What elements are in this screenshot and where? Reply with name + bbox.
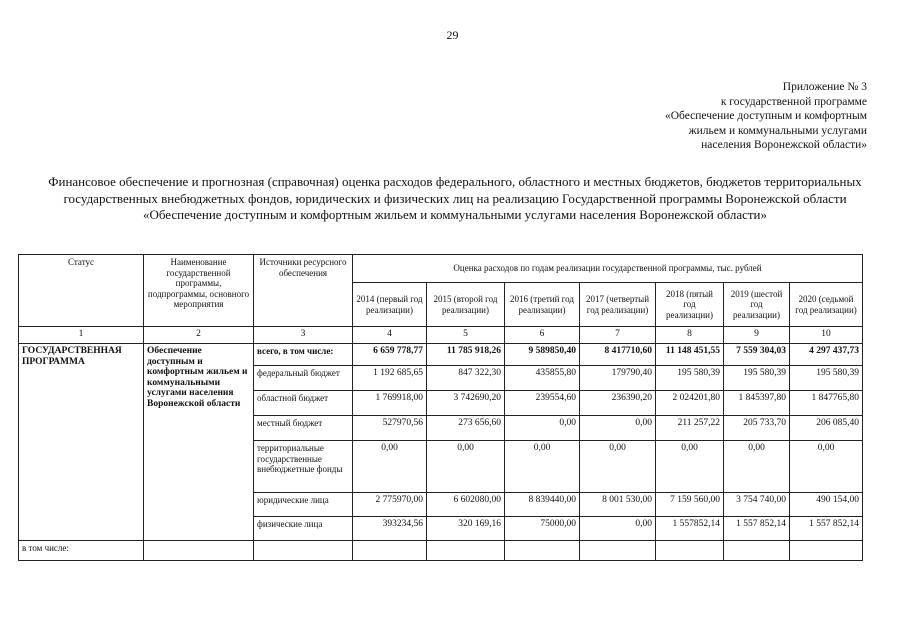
source-cell: местный бюджет [254, 416, 353, 441]
value-cell: 1 847765,80 [790, 391, 863, 416]
value-cell: 435855,80 [505, 366, 580, 391]
financing-table [18, 254, 863, 561]
header-estimate: Оценка расходов по годам реализации государственной программы, тыс. рублей [353, 255, 863, 283]
column-number: 2 [144, 327, 254, 344]
value-cell: 0,00 [505, 441, 580, 493]
value-cell: 1 845397,80 [724, 391, 790, 416]
header-year: 2016 (третий год реализации) [505, 283, 580, 327]
column-number: 6 [505, 327, 580, 344]
value-cell: 4 297 437,73 [790, 344, 863, 366]
source-cell: областной бюджет [254, 391, 353, 416]
appendix-line: жильем и коммунальными услугами [688, 124, 867, 137]
header-program-name: Наименование государственной программы, подпрограммы, основного мероприятия [144, 255, 254, 327]
value-cell: 273 656,60 [427, 416, 505, 441]
value-cell: 1 557 852,14 [724, 517, 790, 541]
value-cell: 179790,40 [580, 366, 656, 391]
value-cell: 0,00 [580, 441, 656, 493]
appendix-line: населения Воронежской области» [701, 139, 867, 151]
value-cell: 2 775970,00 [353, 493, 427, 517]
value-cell: 8 839440,00 [505, 493, 580, 517]
value-cell: 0,00 [724, 441, 790, 493]
value-cell: 9 589850,40 [505, 344, 580, 366]
column-number: 1 [19, 327, 144, 344]
value-cell: 11 148 451,55 [656, 344, 724, 366]
value-cell: 239554,60 [505, 391, 580, 416]
header-year: 2018 (пятый год реализации) [656, 283, 724, 327]
table-row [19, 344, 863, 366]
source-cell: федеральный бюджет [254, 366, 353, 391]
value-cell: 2 024201,80 [656, 391, 724, 416]
header-year: 2015 (второй год реализации) [427, 283, 505, 327]
source-cell: территориальные государственные внебюджетные фонды [254, 441, 353, 493]
value-cell: 527970,56 [353, 416, 427, 441]
empty-cell [254, 541, 353, 561]
value-cell: 3 754 740,00 [724, 493, 790, 517]
column-number: 4 [353, 327, 427, 344]
appendix-line: «Обеспечение доступным и комфортным [664, 110, 867, 122]
value-cell: 211 257,22 [656, 416, 724, 441]
value-cell: 1 557 852,14 [790, 517, 863, 541]
program-name-cell: Обеспечение доступным и комфортным жильем и коммунальными услугами населения Воронежской области [144, 344, 254, 541]
value-cell: 1 557852,14 [656, 517, 724, 541]
value-cell: 6 602080,00 [427, 493, 505, 517]
value-cell: 8 001 530,00 [580, 493, 656, 517]
value-cell: 320 169,16 [427, 517, 505, 541]
value-cell: 0,00 [505, 416, 580, 441]
empty-cell [790, 541, 863, 561]
value-cell: 195 580,39 [656, 366, 724, 391]
header-sources: Источники ресурсного обеспечения [254, 255, 353, 327]
column-number: 5 [427, 327, 505, 344]
appendix-caption [665, 80, 867, 153]
column-number-row [19, 327, 863, 344]
value-cell: 3 742690,20 [427, 391, 505, 416]
empty-cell [580, 541, 656, 561]
header-year: 2017 (четвертый год реализации) [580, 283, 656, 327]
title-line: Финансовое обеспечение и прогнозная (справочная) оценка расходов федерального, областного и местных бюджетов, бюджетов территориальных [48, 174, 862, 189]
value-cell: 205 733,70 [724, 416, 790, 441]
empty-cell [427, 541, 505, 561]
value-cell: 0,00 [790, 441, 863, 493]
value-cell: 1 769918,00 [353, 391, 427, 416]
column-number: 3 [254, 327, 353, 344]
empty-cell [724, 541, 790, 561]
appendix-line: Приложение № 3 [782, 81, 867, 93]
value-cell: 0,00 [427, 441, 505, 493]
value-cell: 490 154,00 [790, 493, 863, 517]
header-year: 2014 (первый год реализации) [353, 283, 427, 327]
column-number: 7 [580, 327, 656, 344]
title-line: государственных внебюджетных фондов, юридических и физических лиц на реализацию Государственной программы Воронежской области [63, 190, 847, 206]
status-cell: ГОСУДАРСТВЕННАЯ ПРОГРАММА [19, 344, 144, 541]
value-cell: 75000,00 [505, 517, 580, 541]
document-title [30, 174, 880, 224]
table-row [19, 541, 863, 561]
column-number: 9 [724, 327, 790, 344]
empty-cell [144, 541, 254, 561]
value-cell: 7 559 304,03 [724, 344, 790, 366]
title-line: «Обеспечение доступным и комфортным жильем и коммунальными услугами населения Воронежской области» [142, 207, 768, 222]
value-cell: 847 322,30 [427, 366, 505, 391]
value-cell: 0,00 [353, 441, 427, 493]
column-number: 8 [656, 327, 724, 344]
value-cell: 11 785 918,26 [427, 344, 505, 366]
source-cell: физические лица [254, 517, 353, 541]
value-cell: 0,00 [656, 441, 724, 493]
source-cell: юридические лица [254, 493, 353, 517]
value-cell: 195 580,39 [724, 366, 790, 391]
value-cell: 236390,20 [580, 391, 656, 416]
page-number: 29 [446, 28, 459, 42]
empty-cell [505, 541, 580, 561]
value-cell: 6 659 778,77 [353, 344, 427, 366]
header-status: Статус [19, 255, 144, 327]
value-cell: 8 417710,60 [580, 344, 656, 366]
header-year: 2019 (шестой год реализации) [724, 283, 790, 327]
header-year: 2020 (седьмой год реализации) [790, 283, 863, 327]
empty-cell [656, 541, 724, 561]
value-cell: 1 192 685,65 [353, 366, 427, 391]
empty-cell [353, 541, 427, 561]
value-cell: 0,00 [580, 416, 656, 441]
footer-label: в том числе: [19, 541, 144, 561]
source-cell: всего, в том числе: [254, 344, 353, 366]
value-cell: 195 580,39 [790, 366, 863, 391]
value-cell: 0,00 [580, 517, 656, 541]
value-cell: 7 159 560,00 [656, 493, 724, 517]
appendix-line: к государственной программе [720, 95, 867, 108]
value-cell: 206 085,40 [790, 416, 863, 441]
value-cell: 393234,56 [353, 517, 427, 541]
column-number: 10 [790, 327, 863, 344]
